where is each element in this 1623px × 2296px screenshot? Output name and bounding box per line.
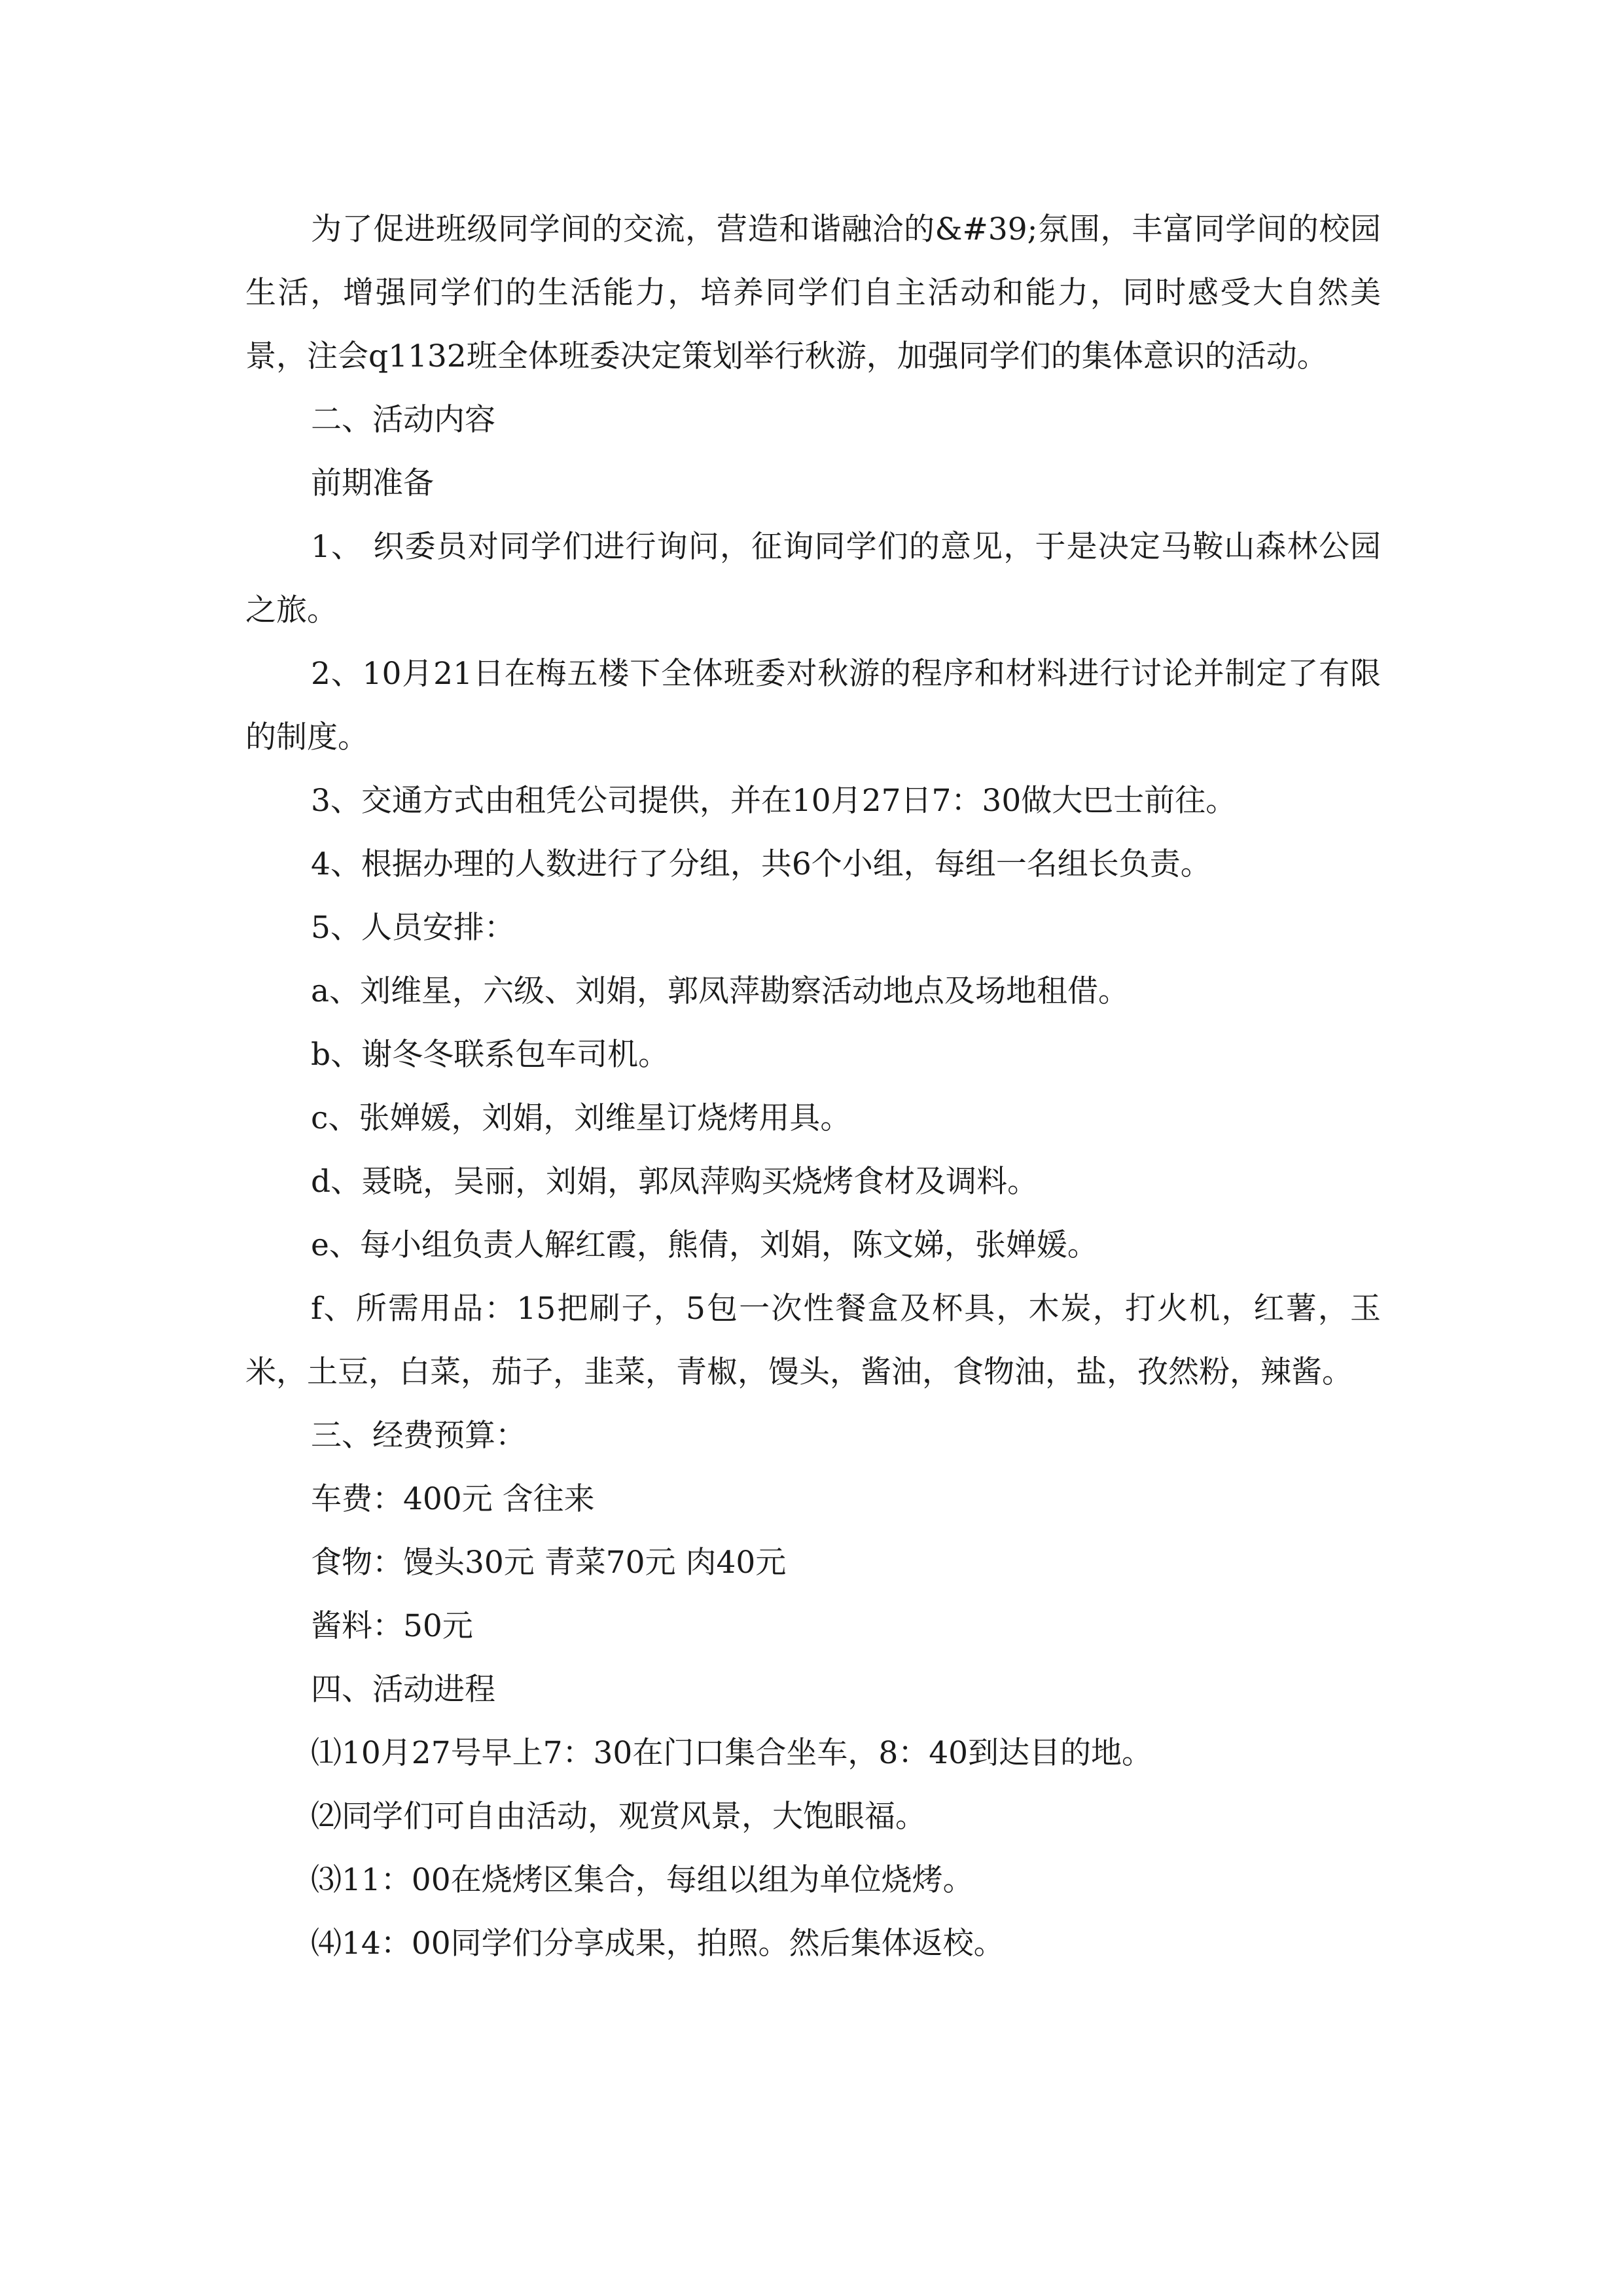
budget-car: 车费：400元 含往来 <box>311 1481 595 1517</box>
intro-paragraph: 为了促进班级同学间的交流，营造和谐融洽的&#39;氛围，丰富同学间的校园生活，增强同学们的生活能力，培养同学们自主活动和能力，同时感受大自然美景，注会q1132班全体班委决定策划举行秋游，加强同学们的集体意识的活动。 <box>245 211 1381 374</box>
process-step-1: ⑴10月27号早上7：30在门口集合坐车，8：40到达目的地。 <box>311 1735 1153 1771</box>
budget-sauce: 酱料：50元 <box>311 1608 473 1644</box>
staff-item-b: b、谢冬冬联系包车司机。 <box>311 1037 669 1073</box>
prep-item-2: 2、10月21日在梅五楼下全体班委对秋游的程序和材料进行讨论并制定了有限的制度。 <box>245 656 1381 755</box>
staff-item-c: c、张婵媛，刘娟，刘维星订烧烤用具。 <box>311 1100 851 1136</box>
section-heading-budget: 三、经费预算： <box>311 1418 526 1454</box>
prep-item-5: 5、人员安排： <box>311 910 515 946</box>
prep-item-1: 1、 织委员对同学们进行询问，征询同学们的意见，于是决定马鞍山森林公园之旅。 <box>245 529 1381 628</box>
process-step-3: ⑶11：00在烧烤区集合，每组以组为单位烧烤。 <box>311 1862 974 1898</box>
document-body <box>245 198 1381 1975</box>
process-step-2: ⑵同学们可自由活动，观赏风景，大饱眼福。 <box>311 1799 926 1835</box>
staff-item-f: f、所需用品：15把刷子，5包一次性餐盒及杯具，木炭，打火机，红薯，玉米，土豆，白菜，茄子，韭菜，青椒，馒头，酱油，食物油，盐，孜然粉，辣酱。 <box>245 1291 1381 1390</box>
process-step-4: ⑷14：00同学们分享成果，拍照。然后集体返校。 <box>311 1926 1005 1962</box>
section-heading-content: 二、活动内容 <box>311 402 495 438</box>
prep-heading: 前期准备 <box>311 465 434 501</box>
staff-item-e: e、每小组负责人解红霞，熊倩，刘娟，陈文娣，张婵媛。 <box>311 1227 1098 1263</box>
prep-item-4: 4、根据办理的人数进行了分组，共6个小组，每组一名组长负责。 <box>311 846 1211 882</box>
prep-item-3: 3、交通方式由租凭公司提供，并在10月27日7：30做大巴士前往。 <box>311 783 1237 819</box>
staff-item-a: a、刘维星，六级、刘娟，郭凤萍勘察活动地点及场地租借。 <box>311 973 1130 1009</box>
staff-item-d: d、聂晓，吴丽，刘娟，郭凤萍购买烧烤食材及调料。 <box>311 1164 1039 1200</box>
budget-food: 食物：馒头30元 青菜70元 肉40元 <box>311 1545 787 1581</box>
section-heading-process: 四、活动进程 <box>311 1672 495 1708</box>
